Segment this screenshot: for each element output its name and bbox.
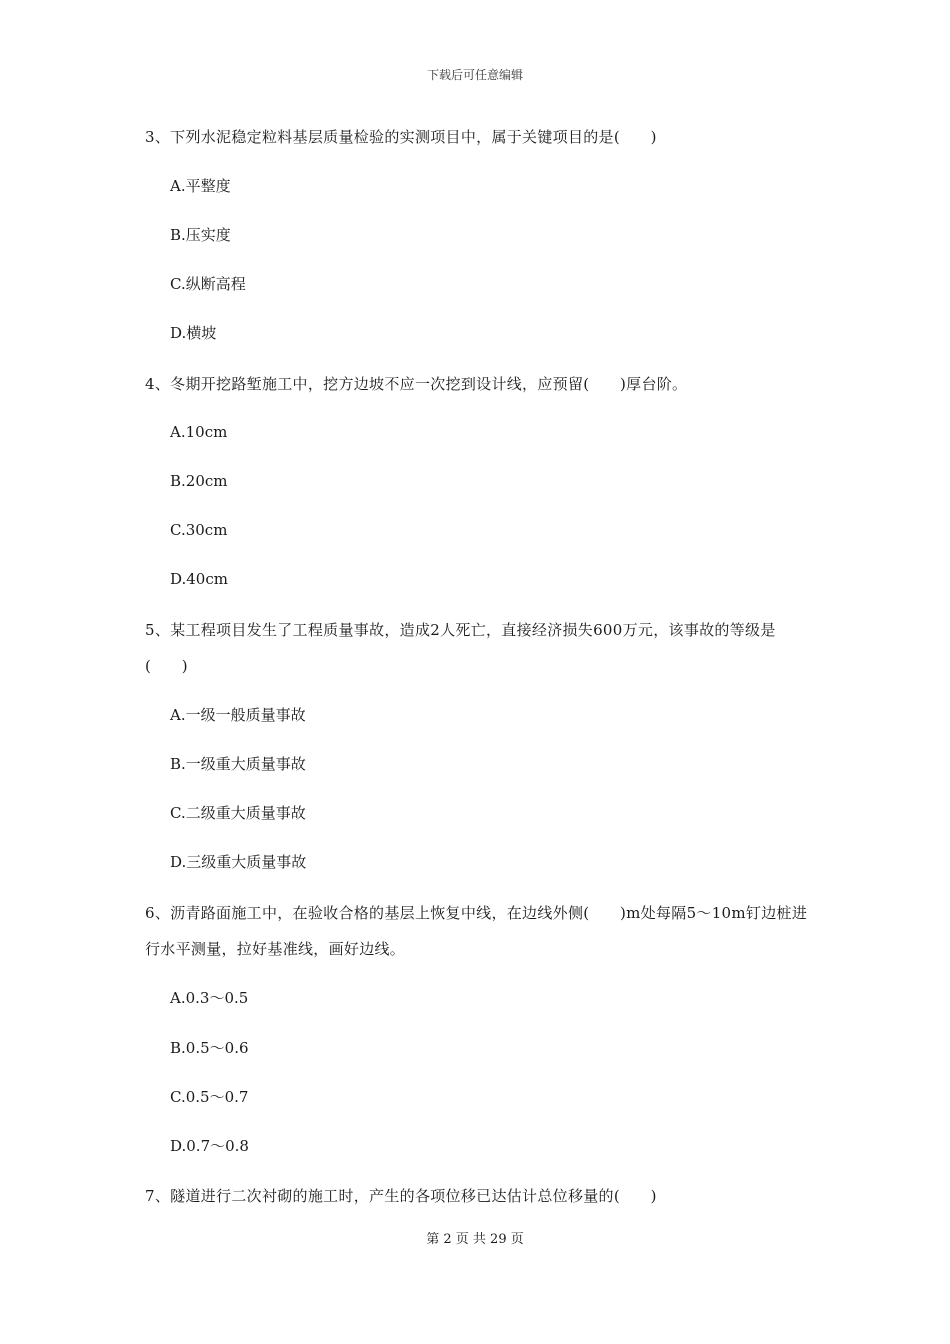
page-footer: 第 2 页 共 29 页 <box>426 1232 524 1247</box>
question-3-option-d: D.横坡 <box>170 324 217 342</box>
question-4-option-a: A.10cm <box>170 423 228 441</box>
question-5-option-c: C.二级重大质量事故 <box>170 804 306 822</box>
question-5-option-d: D.三级重大质量事故 <box>170 853 307 871</box>
question-3-stem: 3、下列水泥稳定粒料基层质量检验的实测项目中，属于关键项目的是( ) <box>145 128 657 146</box>
question-3-option-b: B.压实度 <box>170 226 231 244</box>
question-5-stem: 5、某工程项目发生了工程质量事故，造成2人死亡，直接经济损失600万元，该事故的等级是( ) <box>145 621 776 675</box>
question-6-option-d: D.0.7～0.8 <box>170 1137 249 1155</box>
question-6-option-a: A.0.3～0.5 <box>170 989 249 1007</box>
question-5-option-b: B.一级重大质量事故 <box>170 755 306 773</box>
question-4-stem: 4、冬期开挖路堑施工中，挖方边坡不应一次挖到设计线，应预留( )厚台阶。 <box>145 375 688 393</box>
question-7-stem: 7、隧道进行二次衬砌的施工时，产生的各项位移已达估计总位移量的( ) <box>145 1187 657 1205</box>
question-3-option-c: C.纵断高程 <box>170 275 246 293</box>
page-header: 下载后可任意编辑 <box>426 68 523 82</box>
question-6-option-b: B.0.5～0.6 <box>170 1039 249 1057</box>
question-4-option-c: C.30cm <box>170 521 228 539</box>
question-6-option-c: C.0.5～0.7 <box>170 1088 249 1106</box>
question-4-option-b: B.20cm <box>170 472 228 490</box>
question-4-option-d: D.40cm <box>170 570 228 588</box>
question-3-option-a: A.平整度 <box>170 177 231 195</box>
question-6-stem: 6、沥青路面施工中，在验收合格的基层上恢复中线，在边线外侧( )m处每隔5～10m钉边桩进行水平测量，拉好基准线，画好边线。 <box>145 904 808 958</box>
question-5-option-a: A.一级一般质量事故 <box>170 706 306 724</box>
